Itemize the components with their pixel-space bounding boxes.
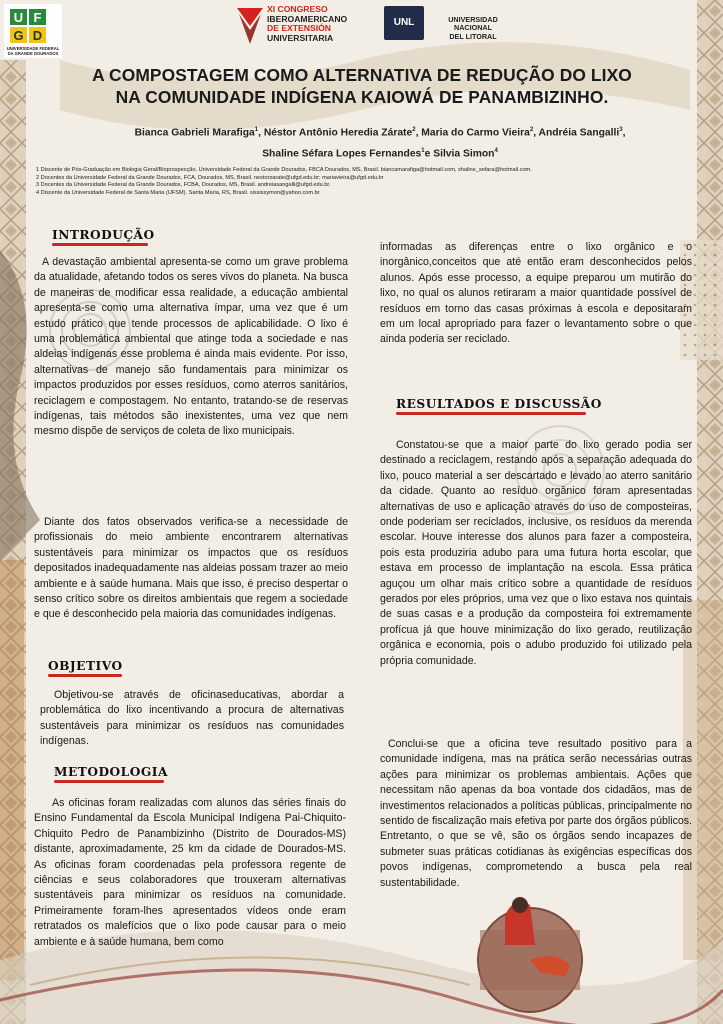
heading-metodologia bbox=[54, 765, 168, 779]
author-name: Silvia Simon bbox=[433, 148, 495, 160]
objetivo-paragraph: Objetivou-se através de oficinaseducativas, abordar a problemática do lixo incentivando a procura de alternativas sustentáveis para minimizar os resíduos nas comunidades indígenas. bbox=[40, 689, 344, 748]
affiliation-line: 1 Discente de Pós-Graduação em Biologia Geral/Bioprospecção, Universidade Federal da Grande Dourados, FBCA Dourados, MS, Brasil. biancamarafiga@hotmail.com, shaline_sefara@hotmail.com. bbox=[36, 167, 532, 173]
author-separator: , bbox=[533, 127, 539, 139]
resultados-paragraph-1: Constatou-se que a maior parte do lixo gerado podia ser destinado a reciclagem, restando após a separação adequada do lixo, pouco material a ser descartado e levado ao aterro sanitário da cidade. Quanto ao resíduo orgânico foram apresentadas alternativas de uso e aplicação através do uso de composteiras, onde poderiam ser reciclados, inclusive, os resíduos da merenda escolar. Houve interesse dos alunos para fazer a composteira, pois esta produziria adubo para uma futura horta escolar, que estava em processo de implantação na escola. Essa prática aguçou um olhar mais crítico sobre a quantidade de resíduos gerados por eles próprios, uma vez que o lixo estava nos quintais de suas casas e a produção da composteira foi extremamente profícua já que houve minimização do lixo gerado, reutilização orgânica e economia, pois o adubo produzido foi utilizado pela própria comunidade. bbox=[380, 439, 692, 667]
congress-emblem-icon bbox=[235, 4, 265, 48]
heading-text: RESULTADOS E DISCUSSÃO bbox=[396, 397, 602, 411]
heading-text: METODOLOGIA bbox=[54, 765, 168, 779]
svg-text:G: G bbox=[13, 28, 24, 43]
author-name: Néstor Antônio Heredia Zárate bbox=[263, 127, 413, 139]
author-affil-mark: 2 bbox=[529, 127, 534, 133]
metodologia-paragraph-2: informadas as diferenças entre o lixo orgânico e o inorgânico,conceitos que até então eram desconhecidos pelos alunos. Após esse processo, a equipe preparou um mutirão do lixo, no qual os alunos retiraram a maior quantidade possível de resíduos em torno das casas próximas à escola e depositaram em um local apropriado para fazer o levantamento sobre o que ainda poderia ser reciclado. bbox=[380, 241, 692, 346]
ufgd-logo-mark bbox=[8, 7, 48, 45]
congress-line: XI CONGRESO bbox=[267, 4, 328, 14]
title-line: A COMPOSTAGEM COMO ALTERNATIVA DE REDUÇÃO DO LIXO bbox=[92, 65, 632, 85]
author-affil-mark: 2 bbox=[412, 127, 416, 133]
author-list bbox=[70, 121, 690, 164]
affiliation-line: 4 Discente da Universidade Federal de Santa Maria (UFSM). Santa Maria, RS, Brasil. sississymon@yahoo.com.br bbox=[36, 190, 320, 197]
author-affil-mark: 1 bbox=[421, 148, 425, 155]
svg-text:D: D bbox=[32, 28, 43, 43]
author-name: Andréia Sangalli bbox=[538, 127, 620, 139]
unl-name-line: DEL LITORAL bbox=[449, 31, 497, 41]
unl-name-line: UNIVERSIDAD NACIONAL bbox=[448, 15, 498, 33]
affiliation-line: 3 Docentes da Universidade Federal da Grande Dourados, FCBA, Dourados, MS, Brasil. andreiasangalli@ufgd.edu.br. bbox=[36, 182, 331, 189]
introducao-paragraph-2: Diante dos fatos observados verifica-se a necessidade de profissionais do meio ambiente encontrarem alternativas sustentáveis para minimizar os impactos que os resíduos depositados inadequadamente nas aldeias possam trazer ao meio ambiente e à saúde humana. Mais que isso, é preciso despertar o senso crítico sobre os direitos ambientais que regem a sociedade e que é desconhecido pela maioria das comunidades indígenas. bbox=[34, 516, 348, 621]
affiliations bbox=[36, 167, 696, 198]
congress-line: IBEROAMERICANO bbox=[267, 13, 348, 24]
svg-text:U: U bbox=[13, 10, 24, 25]
author-separator: , bbox=[415, 127, 422, 139]
author-name: Maria do Carmo Vieira bbox=[421, 127, 530, 139]
heading-introducao bbox=[52, 228, 155, 242]
author-separator: , bbox=[258, 127, 264, 139]
affiliation-line: 2 Docentes da Universidade Federal da Grande Dourados, FCA, Dourados, MS, Brasil. nestorzarate@ufgd.edu.br; mariavieira@ufgd.edu.br bbox=[36, 174, 384, 181]
unl-logo: UNL bbox=[384, 6, 424, 40]
heading-resultados bbox=[396, 397, 602, 411]
heading-underline bbox=[396, 412, 586, 415]
heading-objetivo bbox=[48, 659, 123, 673]
ufgd-logo bbox=[4, 4, 62, 58]
poster-title bbox=[42, 64, 682, 108]
author-separator: , bbox=[622, 127, 626, 139]
ufgd-caption: UNIVERSIDADE FEDERAL DA GRANDE DOURADOS bbox=[6, 46, 60, 56]
author-affil-mark: 4 bbox=[494, 148, 498, 155]
author-name: Bianca Gabrieli Marafiga bbox=[134, 127, 255, 139]
author-name: Shaline Séfara Lopes Fernandes bbox=[262, 148, 422, 160]
author-affil-mark: 1 bbox=[254, 127, 259, 133]
unl-name bbox=[432, 16, 514, 41]
title-line: NA COMUNIDADE INDÍGENA KAIOWÁ DE PANAMBIZINHO. bbox=[115, 87, 609, 107]
resultados-paragraph-2: Conclui-se que a oficina teve resultado positivo para a comunidade indígena, mas na prática serão necessárias outras ações para minimizar os problemas ambientais. Ações que necessitam não apenas da boa vontade dos cidadãos, mas de investimentos relacionados a políticas públicas, principalmente no sentido de fiscalização mais efetiva por parte dos órgãos públicos. Entretanto, o que se vê, são os órgãos sendo incapazes de submeter suas práticas cotidianas às exigências específicas dos povos indígenas, comprometendo a busca pela real sustentabilidade. bbox=[380, 738, 692, 889]
heading-underline bbox=[52, 243, 148, 246]
author-separator: e bbox=[424, 148, 434, 160]
metodologia-paragraph-1: As oficinas foram realizadas com alunos das séries finais do Ensino Fundamental da Escola Municipal Indígena Pai-Chiquito-Chiquito Pedro de Panambizinho (Distrito de Dourados-MS) distante, aproximadamente, 25 km da cidade de Dourados-MS. As oficinas foram coordenadas pela professora regente de ciências e seus colaboradores que trouxeram alternativas sustentáveis para minimizar os resíduos na comunidade. Primeiramente foram-lhes apresentados vídeos onde eram retratados os malefícios que o lixo pode causar para o meio ambiente e à saúde humana, bem como bbox=[34, 797, 346, 948]
heading-text: OBJETIVO bbox=[48, 659, 123, 673]
congress-name bbox=[267, 5, 347, 43]
heading-text: INTRODUÇÃO bbox=[52, 228, 155, 242]
congress-line: UNIVERSITARIA bbox=[267, 32, 334, 43]
congress-logo bbox=[235, 4, 348, 48]
heading-underline bbox=[48, 674, 122, 677]
svg-text:F: F bbox=[33, 10, 42, 25]
heading-underline bbox=[54, 780, 164, 783]
introducao-paragraph-1: A devastação ambiental apresenta-se como um grave problema da atualidade, afetando todos os seres vivos do planeta. Na busca de maneiras de modificar essa realidade, a educação ambiental apresenta-se como uma alternativa ímpar, uma vez que é um estudo prático que tende processos de aplicabilidade. O lixo é uma problemática ambiental que atinge toda a sociedade e nas aldeias indígenas esse problema é ainda mais evidente. Por isso, alternativas de manejo são fundamentais para minimizar os impactos produzidos por esses resíduos, como aterros sanitários, reciclagem e compostagem. No entanto, tratando-se de reservas indígenas, tais métodos são inexistentes, uma vez que nem mesmo dispõe de serviços de coleta de lixo municipais. bbox=[34, 256, 348, 438]
author-affil-mark: 3 bbox=[619, 127, 623, 133]
congress-line: DE EXTENSIÓN bbox=[267, 23, 331, 33]
